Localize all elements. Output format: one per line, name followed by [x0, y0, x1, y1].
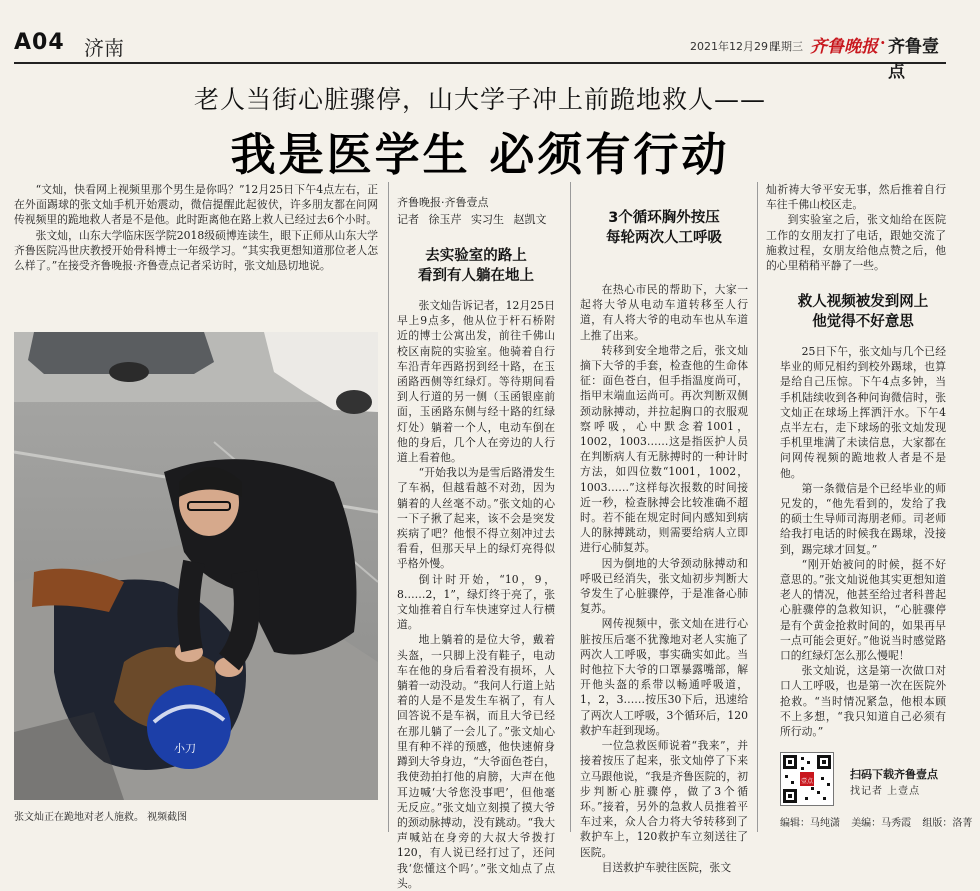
art-editor-credit: 美编：马秀霞	[851, 818, 912, 829]
article-paragraph: 网传视频中，张文灿在进行心脏按压后毫不犹豫地对老人实施了两次人工呼吸，事实确实如此。当时他拉下大爷的口罩暴露嘴部，解开他头盔的系带以畅通呼吸道，1，2，3……按压30下后，迅速给了两次人工呼吸，3个循环后，120救护车赶到现场。	[580, 617, 748, 737]
editor-credits	[780, 814, 980, 829]
article-paragraph: 倒计时开始，“10，9，8……2，1”，绿灯终于亮了，张文灿推着自行车快速穿过人行横道。	[397, 572, 555, 632]
article-paragraph: 25日下午，张文灿与几个已经毕业的师兄相约到校外踢球，也算是给自己压惊。下午4点多钟，当手机陆续收到各种问询微信时，张文灿正在球场上挥洒汗水。下午4点半左右，走下球场的张文灿发现手机里堆满了未读信息，大家都在问网传视频的跪地救人者是不是他。	[780, 345, 946, 480]
photo-caption: 张文灿正在跪地对老人施救。 视频截图	[14, 812, 188, 823]
byline-reporter: 赵凯文	[513, 213, 547, 226]
intro-text	[14, 182, 378, 273]
brand-logo-evening: 齐鲁晚报	[810, 37, 878, 57]
article-column-4	[780, 344, 946, 739]
headline-subtitle: 老人当街心脏骤停，山大学子冲上前跪地救人——	[193, 85, 766, 114]
brand-logo-app: 齐鲁壹点	[888, 37, 939, 82]
column-divider	[388, 182, 389, 832]
qr-code[interactable]	[780, 752, 834, 806]
subheading-line: 每轮两次人工呼吸	[606, 230, 722, 246]
news-photo	[14, 332, 378, 800]
byline-role: 实习生	[471, 213, 504, 226]
headline-title: 我是医学生 必须有行动	[230, 128, 730, 181]
rescue-scene-illustration	[14, 332, 378, 800]
article-paragraph: 张文灿告诉记者，12月25日早上9点多，他从位于杆石桥附近的博士公寓出发，前往千佛山校区南院的实验室。他骑着自行车沿青年西路拐到经十路，在玉函路西侧等红绿灯。等待期间看到人行道的另一侧（玉函银座前面，玉函路东侧与经十路的红绿灯处）躺着一个人，电动车倒在他的身后，几个人在旁边的人行道上看着他。	[397, 299, 555, 465]
qr-code-icon	[781, 753, 833, 805]
subheading-line: 3个循环胸外按压	[608, 210, 720, 226]
brand-separator: ·	[880, 33, 886, 52]
issue-weekday: 星期三	[770, 40, 803, 53]
subheading-line: 看到有人躺在地上	[418, 268, 534, 284]
page-number: A04	[14, 30, 65, 55]
byline-role: 记者	[397, 213, 419, 226]
subheading-video	[780, 292, 946, 332]
article-paragraph: 转移到安全地带之后，张文灿摘下大爷的手套，检查他的生命体征：面色苍白，但手指温度尚可，指甲末端血运尚可。再次判断双侧颈动脉搏动，并拉起胸口的衣服观察呼吸，心中默念着1001，1002，1003……这是指医护人员在判断病人有无脉搏时的一种计时方法，如四位数“1001，1002，1003……”这样每次报数的时间接近一秒，检查脉搏会比较准确不超时。若不能在规定时间内感知到病人的脉搏跳动，则需要给病人立即进行心肺复苏。	[580, 343, 748, 555]
helmet-text: 小刀	[174, 742, 196, 755]
article-paragraph: “开始我以为是雪后路滑发生了车祸，但越看越不对劲，因为躺着的人丝毫不动。”张文灿的心一下子揪了起来，该不会是突发疾病了吧？他恨不得立刻冲过去看看，但那天早上的绿灯亮得似乎格外慢。	[397, 466, 555, 571]
column-divider	[757, 182, 758, 832]
subheading-lab-road	[397, 246, 555, 286]
article-column-2	[397, 298, 555, 891]
section-name: 济南	[84, 36, 124, 60]
article-column-4-top	[766, 182, 946, 273]
article-paragraph: 目送救护车驶往医院，张文	[601, 860, 732, 874]
article-continuation: 灿祈祷大爷平安无事，然后推着自行车往千佛山校区走。	[766, 183, 946, 212]
column-divider	[570, 182, 571, 832]
qr-center-label: 壹点	[801, 778, 814, 785]
article-paragraph: 张文灿说，这是第一次做口对口人工呼吸，也是第一次在医院外抢救。“当时情况紧急，他根本顾不上多想，“我只知道自己必须有所行动。”	[780, 664, 946, 739]
byline-reporter: 徐玉芹	[428, 213, 462, 226]
subheading-line: 他觉得不好意思	[812, 314, 914, 330]
article-paragraph: “刚开始被问的时候，挺不好意思的。”张文灿说他其实更想知道老人的情况，他甚至给过者科普起心脏骤停的急救知识，“心脏骤停是有个黄金抢救时间的，如果再早一点可能会更好。”他说当时感觉路口的红绿灯怎么那么慢呢！	[780, 557, 946, 663]
byline-outlet: 齐鲁晚报·齐鲁壹点	[397, 196, 489, 209]
intro-paragraph: “文灿，快看网上视频里那个男生是你吗？”12月25日下午4点左右，正在外面踢球的张文灿手机开始震动，微信提醒此起彼伏，许多朋友都在问网传视频里的跪地救人者是不是他。此时距离他在路上救人已经过去6个小时。	[14, 183, 378, 227]
article-paragraph: 第一条微信是个已经毕业的师兄发的，“他先看到的，发给了我的硕士生导师司海朋老师。司老师给我打电话的时候我在踢球，没接到，踢完球才回复。”	[780, 481, 946, 556]
subheading-cpr	[580, 208, 748, 248]
qr-label: 扫码下载齐鲁壹点	[850, 768, 938, 781]
intro-paragraph: 张文灿，山东大学临床医学院2018级硕博连读生，眼下正师从山东大学齐鲁医院冯世庆教授开始骨科博士一年级学习。“其实我更想知道那位老人怎么样了。”在接受齐鲁晚报·齐鲁壹点记者采访时，张文灿恳切地说。	[14, 228, 378, 273]
layout-credit: 组版：洛菁	[922, 818, 973, 829]
page-header	[14, 28, 946, 82]
subheading-line: 去实验室的路上	[425, 248, 527, 264]
editor-credit: 编辑：马纯潇	[780, 818, 840, 829]
subheading-line: 救人视频被发到网上	[797, 294, 929, 310]
byline-reporters	[397, 211, 553, 227]
article-paragraph: 在热心市民的帮助下，大家一起将大爷从电动车道转移至人行道，有人将大爷的电动车也从车道上推了出来。	[580, 283, 748, 342]
article-paragraph: 因为倒地的大爷颈动脉搏动和呼吸已经消失，张文灿初步判断大爷发生了心脏骤停，于是准备心肺复苏。	[580, 556, 748, 616]
qr-sublabel: 找记者 上壹点	[850, 786, 921, 797]
article-column-3	[580, 282, 748, 875]
article-paragraph: 一位急救医师说着“我来”，并接着按压了起来，张文灿停了下来立马跟他说，“我是齐鲁医院的，初步判断心脏骤停，做了3个循环。”接着，另外的急救人员推着平车过来，众人合力将大爷转移到了救护车上，120救护车立刻送往了医院。	[580, 739, 748, 859]
article-paragraph: 到实验室之后，张文灿给在医院工作的女朋友打了电话，跟她交流了施救过程，女朋友给他点赞之后，他的心里稍稍平静了一些。	[766, 213, 946, 273]
issue-date: 2021年12月29日	[690, 40, 779, 53]
article-paragraph: 地上躺着的是位大爷，戴着头盔，一只脚上没有鞋子，电动车在他的身后看着没有损坏，人躺着一动没动。“我问人行道上站着的人是不是发生车祸了，有人回答说不是车祸，而且大爷已经在那儿躺了一会儿了。”张文灿心里有种不祥的预感，他快速俯身蹲到大爷身边，“大爷面色苍白，我使劲拍打他的肩膀，大声在他耳边喊‘大爷您没事吧’，但他毫无反应。”张文灿立刻摸了摸大爷的颈动脉搏动，没有跳动。“我大声喊站在身旁的大叔大爷拨打120，有人说已经打过了，还问我‘您懂这个吗’。”张文灿点了点头。	[397, 633, 555, 890]
